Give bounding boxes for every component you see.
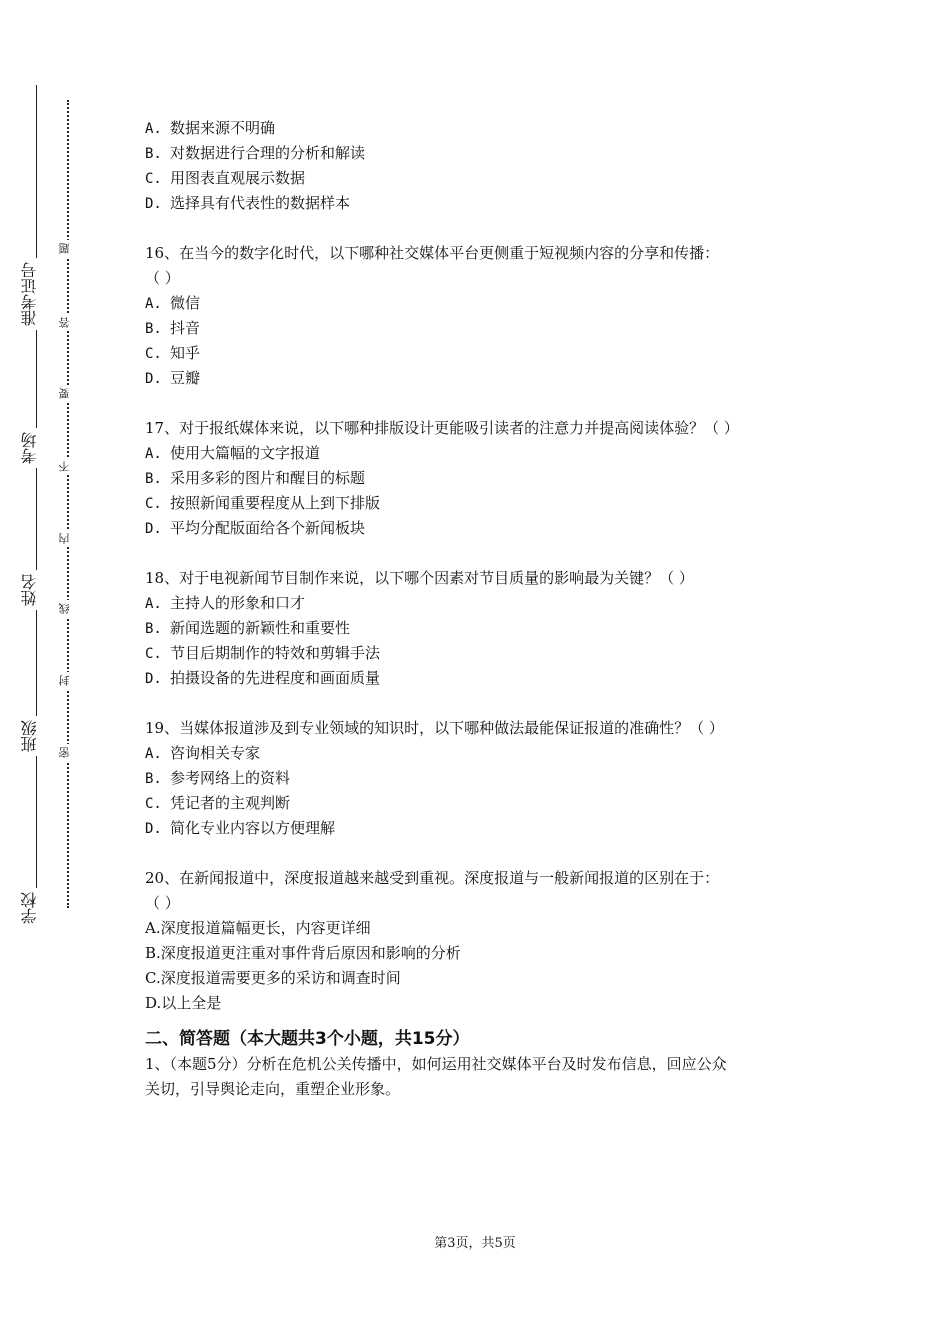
option: D. 豆瓣 [145, 369, 201, 387]
option: D. 简化专业内容以方便理解 [145, 819, 336, 837]
option: D.以上全是 [145, 994, 222, 1012]
section-title: 二、简答题（本大题共3个小题，共15分） [145, 1029, 470, 1049]
option: B. 对数据进行合理的分析和解读 [145, 144, 366, 162]
page-footer: 第3页，共5页 [434, 1236, 516, 1251]
question-stem: 19、当媒体报道涉及到专业领域的知识时，以下哪种做法最能保证报道的准确性？（ ） [145, 719, 724, 737]
option: A. 数据来源不明确 [145, 119, 276, 137]
label-school: 学校 [22, 888, 50, 928]
option: D. 平均分配版面给各个新闻板块 [145, 519, 366, 537]
option: D. 拍摄设备的先进程度和画面质量 [145, 669, 381, 687]
option: B. 抖音 [145, 319, 201, 337]
option: B. 新闻选题的新颖性和重要性 [145, 619, 351, 637]
short-answer-question [145, 1052, 835, 1102]
question-stem: 20、在新闻报道中，深度报道越来越受到重视。深度报道与一般新闻报道的区别在于： [145, 869, 720, 887]
question-line: 1、（本题5分）分析在危机公关传播中，如何运用社交媒体平台及时发布信息，回应公众 [145, 1055, 727, 1073]
option: C. 用图表直观展示数据 [145, 169, 306, 187]
option: A. 主持人的形象和口才 [145, 594, 306, 612]
option: C. 按照新闻重要程度从上到下排版 [145, 494, 381, 512]
seal-char: 线 [59, 600, 77, 617]
exam-content [145, 116, 835, 1102]
option: B. 采用多彩的图片和醒目的标题 [145, 469, 366, 487]
option: C. 凭记者的主观判断 [145, 794, 291, 812]
seal-char: 要 [59, 385, 77, 402]
seal-char: 内 [59, 530, 77, 547]
seal-char: 封 [59, 672, 77, 689]
option: C.深度报道需要更多的采访和调查时间 [145, 969, 401, 987]
question-stem: 17、对于报纸媒体来说，以下哪种排版设计更能吸引读者的注意力并提高阅读体验？（ ） [145, 419, 739, 437]
seal-char: 答 [59, 314, 77, 331]
option: C. 节目后期制作的特效和剪辑手法 [145, 644, 381, 662]
option: A.深度报道篇幅更长，内容更详细 [145, 919, 371, 937]
question-line: 关切，引导舆论走向，重塑企业形象。 [145, 1080, 401, 1098]
label-exam-number: 准考证号 [22, 258, 50, 330]
seal-char: 题 [59, 240, 77, 257]
seal-char: 密 [59, 744, 77, 761]
binding-margin [0, 0, 90, 1344]
label-class: 班级 [22, 716, 50, 756]
answer-paren: （ ） [145, 269, 180, 287]
question-stem: 18、对于电视新闻节目制作来说，以下哪个因素对节目质量的影响最为关键？（ ） [145, 569, 694, 587]
binding-dotted-line [67, 100, 69, 908]
option: A. 咨询相关专家 [145, 744, 261, 762]
option: D. 选择具有代表性的数据样本 [145, 194, 351, 212]
question-stem: 16、在当今的数字化时代，以下哪种社交媒体平台更侧重于短视频内容的分享和传播： [145, 244, 720, 262]
binding-solid-line [36, 85, 37, 925]
label-exam-room: 考场 [22, 428, 50, 468]
option: A. 使用大篇幅的文字报道 [145, 444, 321, 462]
option: A. 微信 [145, 294, 201, 312]
label-name: 姓名 [22, 570, 50, 610]
option: C. 知乎 [145, 344, 201, 362]
option: B.深度报道更注重对事件背后原因和影响的分析 [145, 944, 461, 962]
answer-paren: （ ） [145, 894, 180, 912]
seal-char: 不 [59, 458, 77, 475]
option: B. 参考网络上的资料 [145, 769, 291, 787]
